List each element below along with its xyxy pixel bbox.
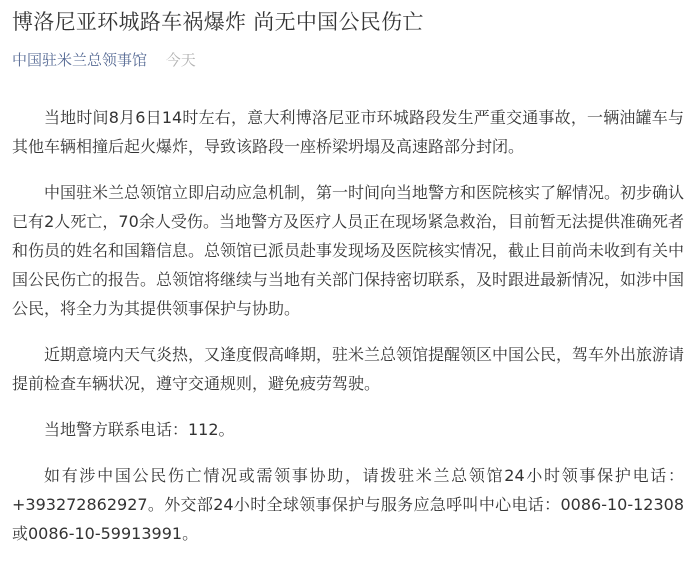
publish-date: 今天	[165, 51, 196, 69]
paragraph: 近期意境内天气炎热，又逢度假高峰期，驻米兰总领馆提醒领区中国公民，驾车外出旅游请提前检查车辆状况，遵守交通规则，避免疲劳驾驶。	[12, 345, 685, 393]
article-meta	[12, 49, 196, 70]
paragraph: 当地时间8月6日14时左右，意大利博洛尼亚市环城路段发生严重交通事故，一辆油罐车与其他车辆相撞后起火爆炸，导致该路段一座桥梁坍塌及高速路部分封闭。	[12, 108, 684, 156]
source-account-link[interactable]: 中国驻米兰总领事馆	[12, 51, 148, 69]
article-body	[12, 103, 684, 565]
paragraph: 如有涉中国公民伤亡情况或需领事协助，请拨驻米兰总领馆24小时领事保护电话：+393272862927。外交部24小时全球领事保护与服务应急呼叫中心电话：0086-10-12308或0086-10-59913991。	[12, 466, 684, 543]
paragraph: 当地警方联系电话：112。	[44, 420, 235, 439]
paragraph: 中国驻米兰总领馆立即启动应急机制，第一时间向当地警方和医院核实了解情况。初步确认已有2人死亡，70余人受伤。当地警方及医疗人员正在现场紧急救治，目前暂无法提供准确死者和伤员的姓名和国籍信息。总领馆已派员赴事发现场及医院核实情况，截止目前尚未收到有关中国公民伤亡的报告。总领馆将继续与当地有关部门保持密切联系，及时跟进最新情况，如涉中国公民，将全力为其提供领事保护与协助。	[12, 183, 685, 318]
article-title: 博洛尼亚环城路车祸爆炸 尚无中国公民伤亡	[12, 10, 424, 34]
